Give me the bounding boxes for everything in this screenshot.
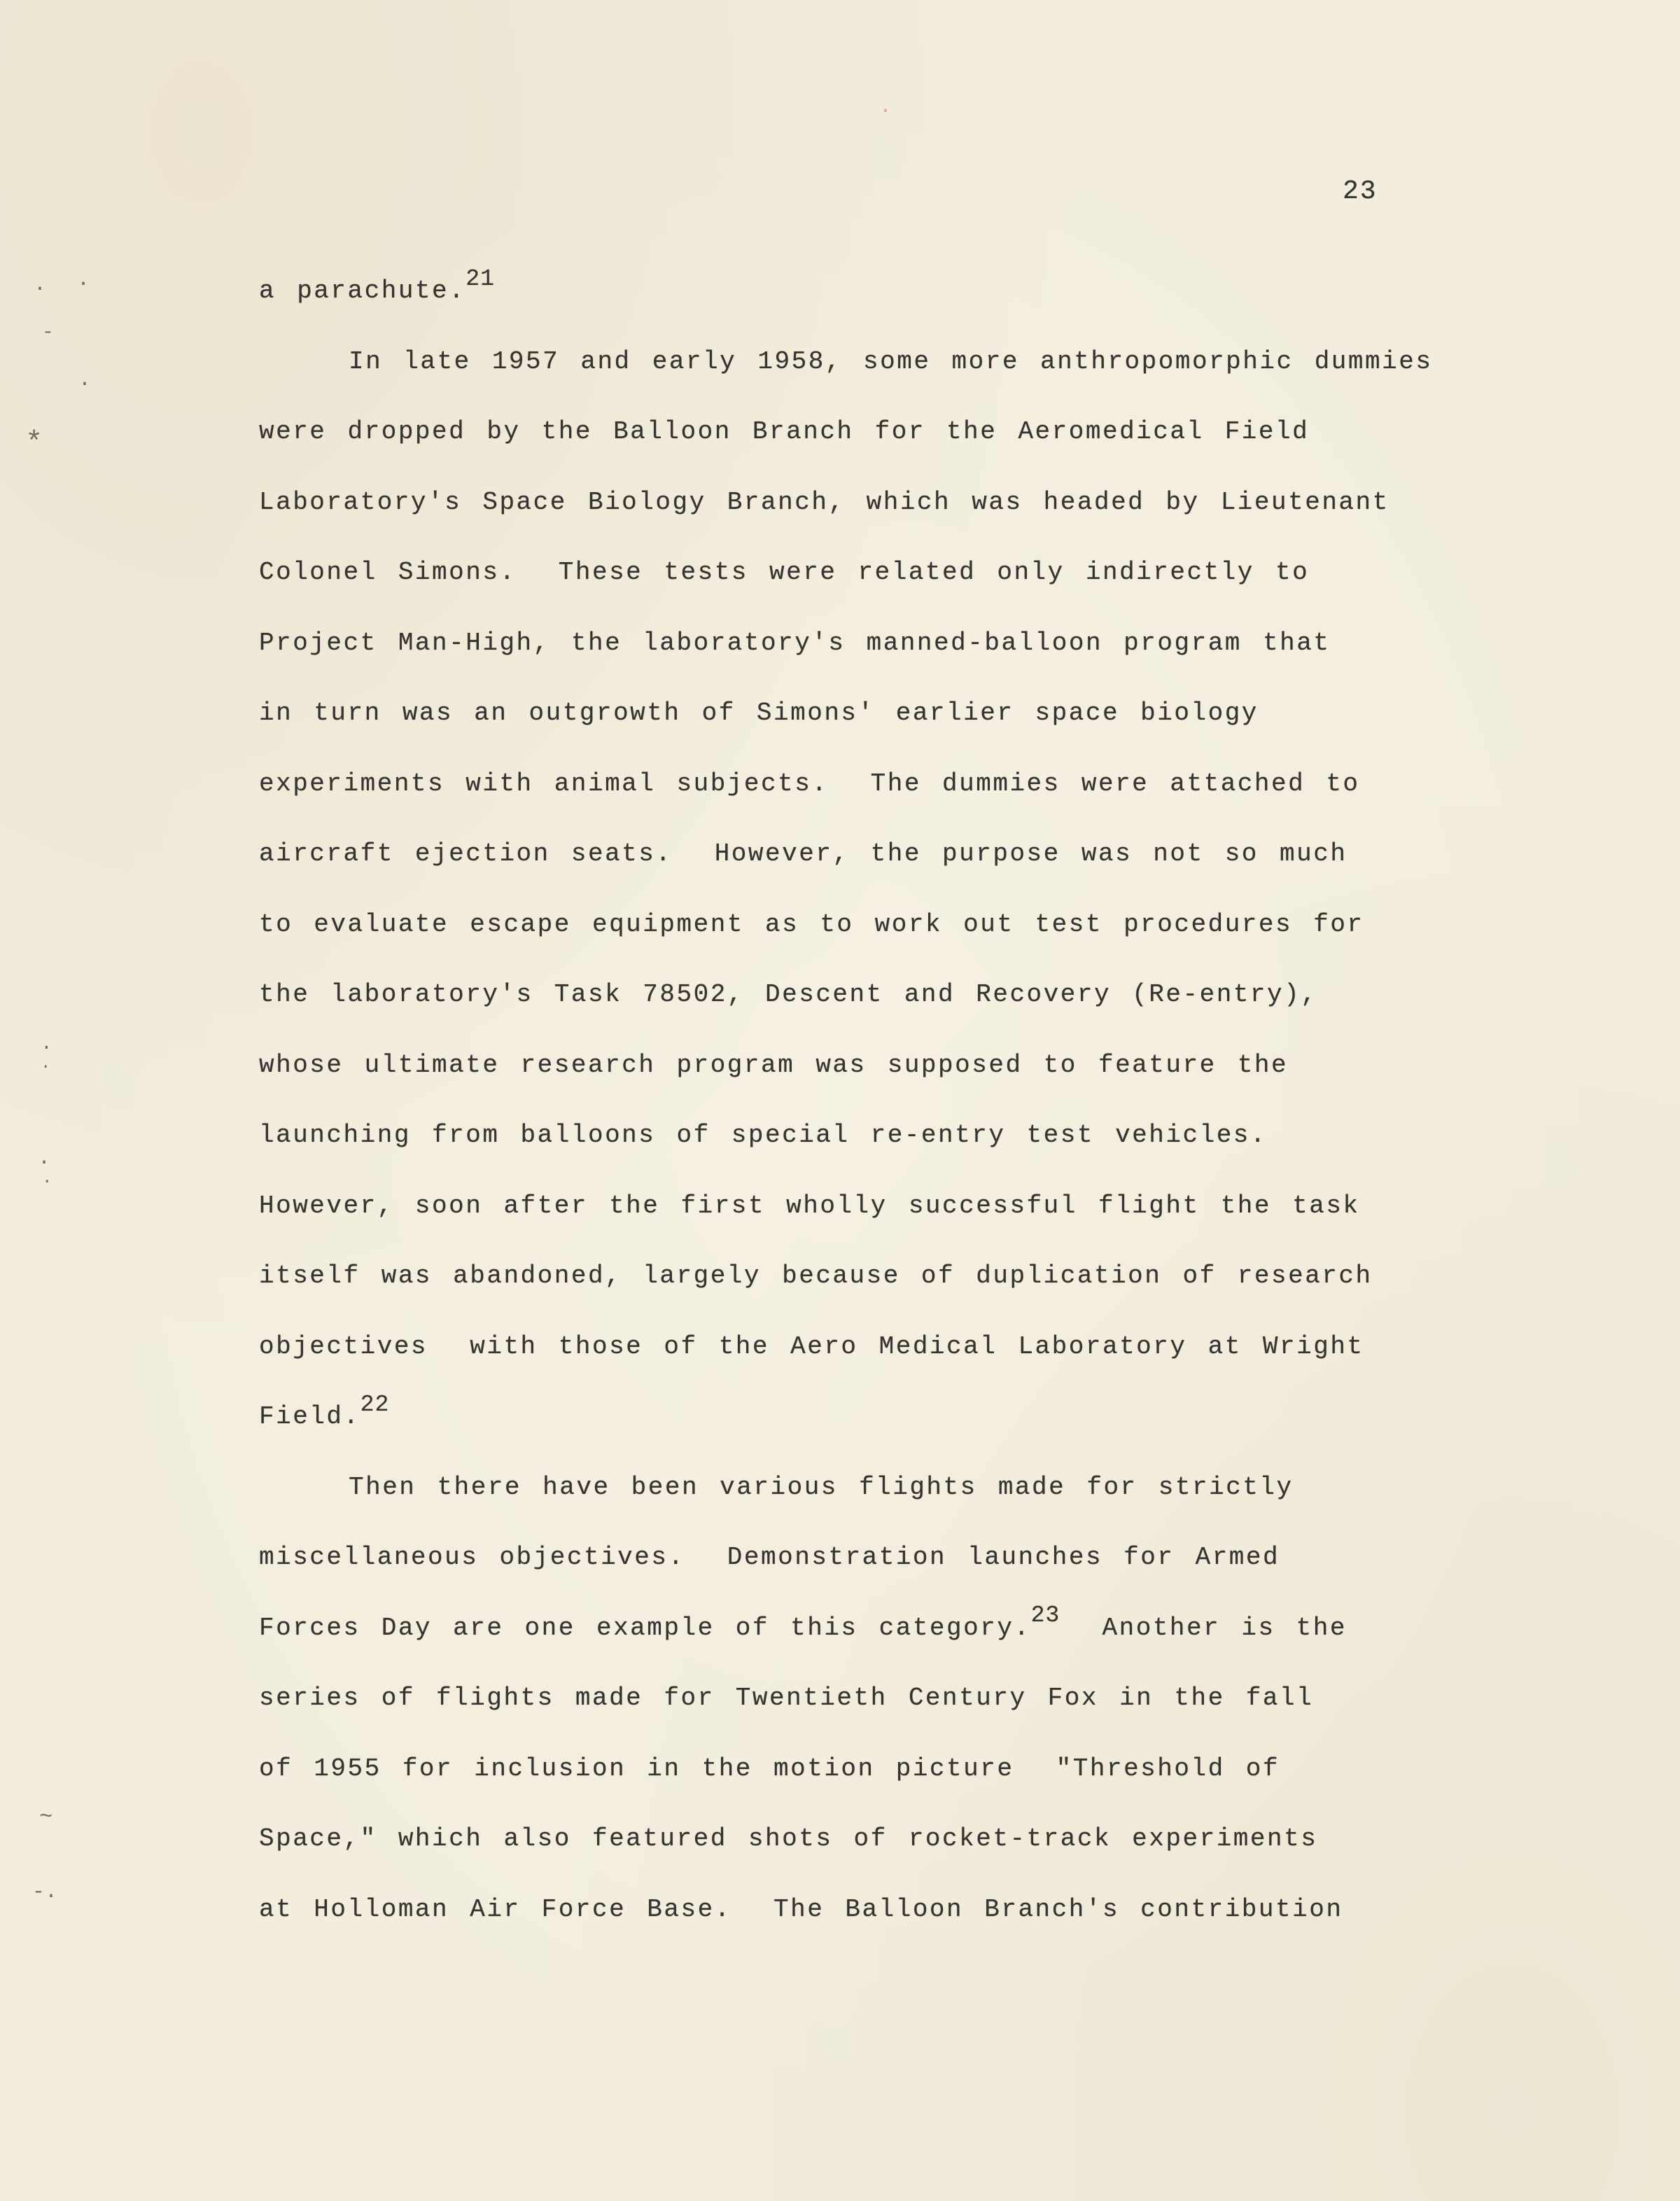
text-segment: aircraft ejection seats. However, the purpose was not so much	[259, 839, 1348, 868]
text-line	[259, 960, 1491, 1030]
text-segment: experiments with animal subjects. The dummies were attached to	[259, 769, 1360, 798]
text-line	[259, 468, 1491, 538]
text-segment: the laboratory's Task 78502, Descent and Recovery (Re-entry),	[259, 980, 1318, 1009]
text-segment: at Holloman Air Force Base. The Balloon Branch's contribution	[259, 1894, 1343, 1924]
text-line	[259, 1171, 1491, 1242]
footnote-reference: 22	[360, 1390, 390, 1418]
text-line	[259, 1241, 1491, 1312]
text-segment: whose ultimate research program was supposed to feature the	[259, 1050, 1289, 1079]
text-line	[259, 1523, 1491, 1593]
footnote-reference: 21	[465, 265, 495, 292]
text-segment: Laboratory's Space Biology Branch, which was headed by Lieutenant	[259, 487, 1390, 517]
text-segment: Colonel Simons. These tests were related only indirectly to	[259, 558, 1310, 587]
text-line	[259, 678, 1491, 749]
text-line	[259, 538, 1491, 608]
text-segment: miscellaneous objectives. Demonstration launches for Armed	[259, 1543, 1280, 1572]
paper-speck: .	[879, 95, 892, 119]
paper-speck: .	[34, 273, 47, 297]
text-segment: However, soon after the first wholly successful flight the task	[259, 1191, 1360, 1220]
text-segment: were dropped by the Balloon Branch for the Aeromedical Field	[259, 417, 1310, 446]
text-segment: Another is the	[1060, 1613, 1347, 1642]
paper-speck: .	[78, 368, 92, 392]
text-line	[259, 397, 1491, 468]
paper-speck: .	[38, 1147, 51, 1171]
text-line	[259, 1312, 1491, 1383]
paper-speck: .	[42, 1169, 52, 1188]
text-line	[259, 1875, 1491, 1945]
text-segment: Project Man-High, the laboratory's manned-balloon program that	[259, 628, 1331, 657]
text-segment: Forces Day are one example of this category.	[259, 1613, 1031, 1642]
text-line	[259, 1663, 1491, 1734]
text-segment: launching from balloons of special re-entry test vehicles.	[259, 1121, 1268, 1150]
paper-speck: .	[41, 1054, 51, 1073]
text-segment: Space," which also featured shots of rocket-track experiments	[259, 1824, 1318, 1853]
text-line	[259, 256, 1491, 327]
text-line	[259, 819, 1491, 890]
paper-speck: -	[42, 322, 54, 344]
text-segment: series of flights made for Twentieth Century Fox in the fall	[259, 1684, 1314, 1712]
text-line	[259, 1030, 1491, 1101]
text-line	[259, 1382, 1491, 1453]
text-line	[259, 1734, 1491, 1805]
paper-speck: .	[41, 1033, 52, 1055]
text-block	[259, 256, 1491, 1945]
text-segment: itself was abandoned, largely because of duplication of research	[259, 1262, 1373, 1290]
text-line	[259, 1100, 1491, 1171]
paper-speck: ~	[39, 1804, 53, 1830]
page-number: 23	[1343, 176, 1378, 207]
text-segment: to evaluate escape equipment as to work out test procedures for	[259, 909, 1364, 939]
text-line	[259, 1453, 1491, 1523]
paper-speck: *	[25, 426, 43, 460]
text-line	[259, 1593, 1491, 1664]
paper-speck: -.	[32, 1880, 58, 1904]
text-line	[259, 890, 1491, 960]
text-segment: In late 1957 and early 1958, some more anthropomorphic dummies	[349, 347, 1433, 376]
footnote-reference: 23	[1030, 1602, 1060, 1629]
text-segment: Then there have been various flights made for strictly	[349, 1472, 1294, 1502]
text-segment: of 1955 for inclusion in the motion picture "Threshold of	[259, 1754, 1280, 1783]
paper-speck: .	[77, 268, 90, 292]
text-line	[259, 327, 1491, 398]
text-line	[259, 749, 1491, 820]
text-line	[259, 608, 1491, 679]
text-segment: objectives with those of the Aero Medical Laboratory at Wright	[259, 1332, 1364, 1361]
text-line	[259, 1804, 1491, 1875]
text-segment: Field.	[259, 1402, 360, 1431]
text-segment: a parachute.	[259, 277, 466, 305]
text-segment: in turn was an outgrowth of Simons' earlier space biology	[259, 699, 1259, 727]
